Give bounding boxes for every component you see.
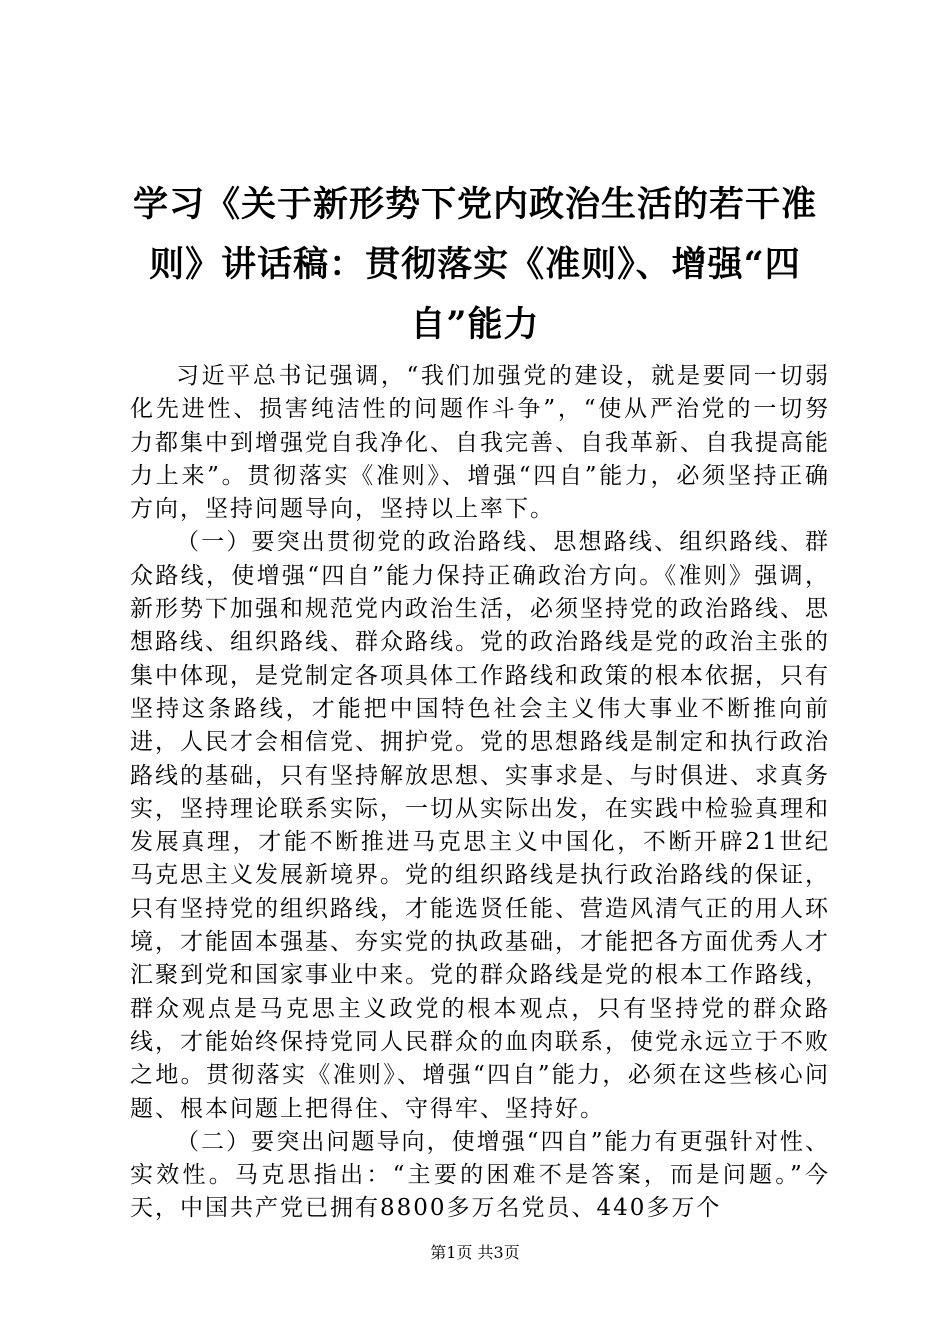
paragraph: （一）要突出贯彻党的政治路线、思想路线、组织路线、群众路线，使增强“四自”能力保持正确政治方向。《准则》强调，新形势下加强和规范党内政治生活，必须坚持党的政治路线、思想路线、组织路线、群众路线。党的政治路线是党的政治主张的集中体现，是党制定各项具体工作路线和政策的根本依据，只有坚持这条路线，才能把中国特色社会主义伟大事业不断推向前进，人民才会相信党、拥护党。党的思想路线是制定和执行政治路线的基础，只有坚持解放思想、实事求是、与时俱进、求真务实，坚持理论联系实际，一切从实际出发，在实践中检验真理和发展真理，才能不断推进马克思主义中国化，不断开辟21世纪马克思主义发展新境界。党的组织路线是执行政治路线的保证，只有坚持党的组织路线，才能选贤任能、营造风清气正的用人环境，才能固本强基、夯实党的执政基础，才能把各方面优秀人才汇聚到党和国家事业中来。党的群众路线是党的根本工作路线，群众观点是马克思主义政党的根本观点，只有坚持党的群众路线，才能始终保持党同人民群众的血肉联系，使党永远立于不败之地。贯彻落实《准则》、增强“四自”能力，必须在这些核心问题、根本问题上把得住、守得牢、坚持好。 xyxy=(130,529,830,1122)
paragraph: 习近平总书记强调，“我们加强党的建设，就是要同一切弱化先进性、损害纯洁性的问题作斗争”，“使从严治党的一切努力都集中到增强党自我净化、自我完善、自我革新、自我提高能力上来”。贯彻落实《准则》、增强“四自”能力，必须坚持正确方向，坚持问题导向，坚持以上率下。 xyxy=(130,363,830,523)
paragraph: （二）要突出问题导向，使增强“四自”能力有更强针对性、实效性。马克思指出：“主要的困难不是答案，而是问题。”今天，中国共产党已拥有8800多万名党员、440多万个 xyxy=(130,1128,830,1222)
document-title: 学习《关于新形势下党内政治生活的若干准则》讲话稿：贯彻落实《准则》、增强“四自”能力 xyxy=(132,184,817,345)
document-body xyxy=(130,360,830,1226)
page-number-footer: 第1页 共3页 xyxy=(430,1243,520,1262)
